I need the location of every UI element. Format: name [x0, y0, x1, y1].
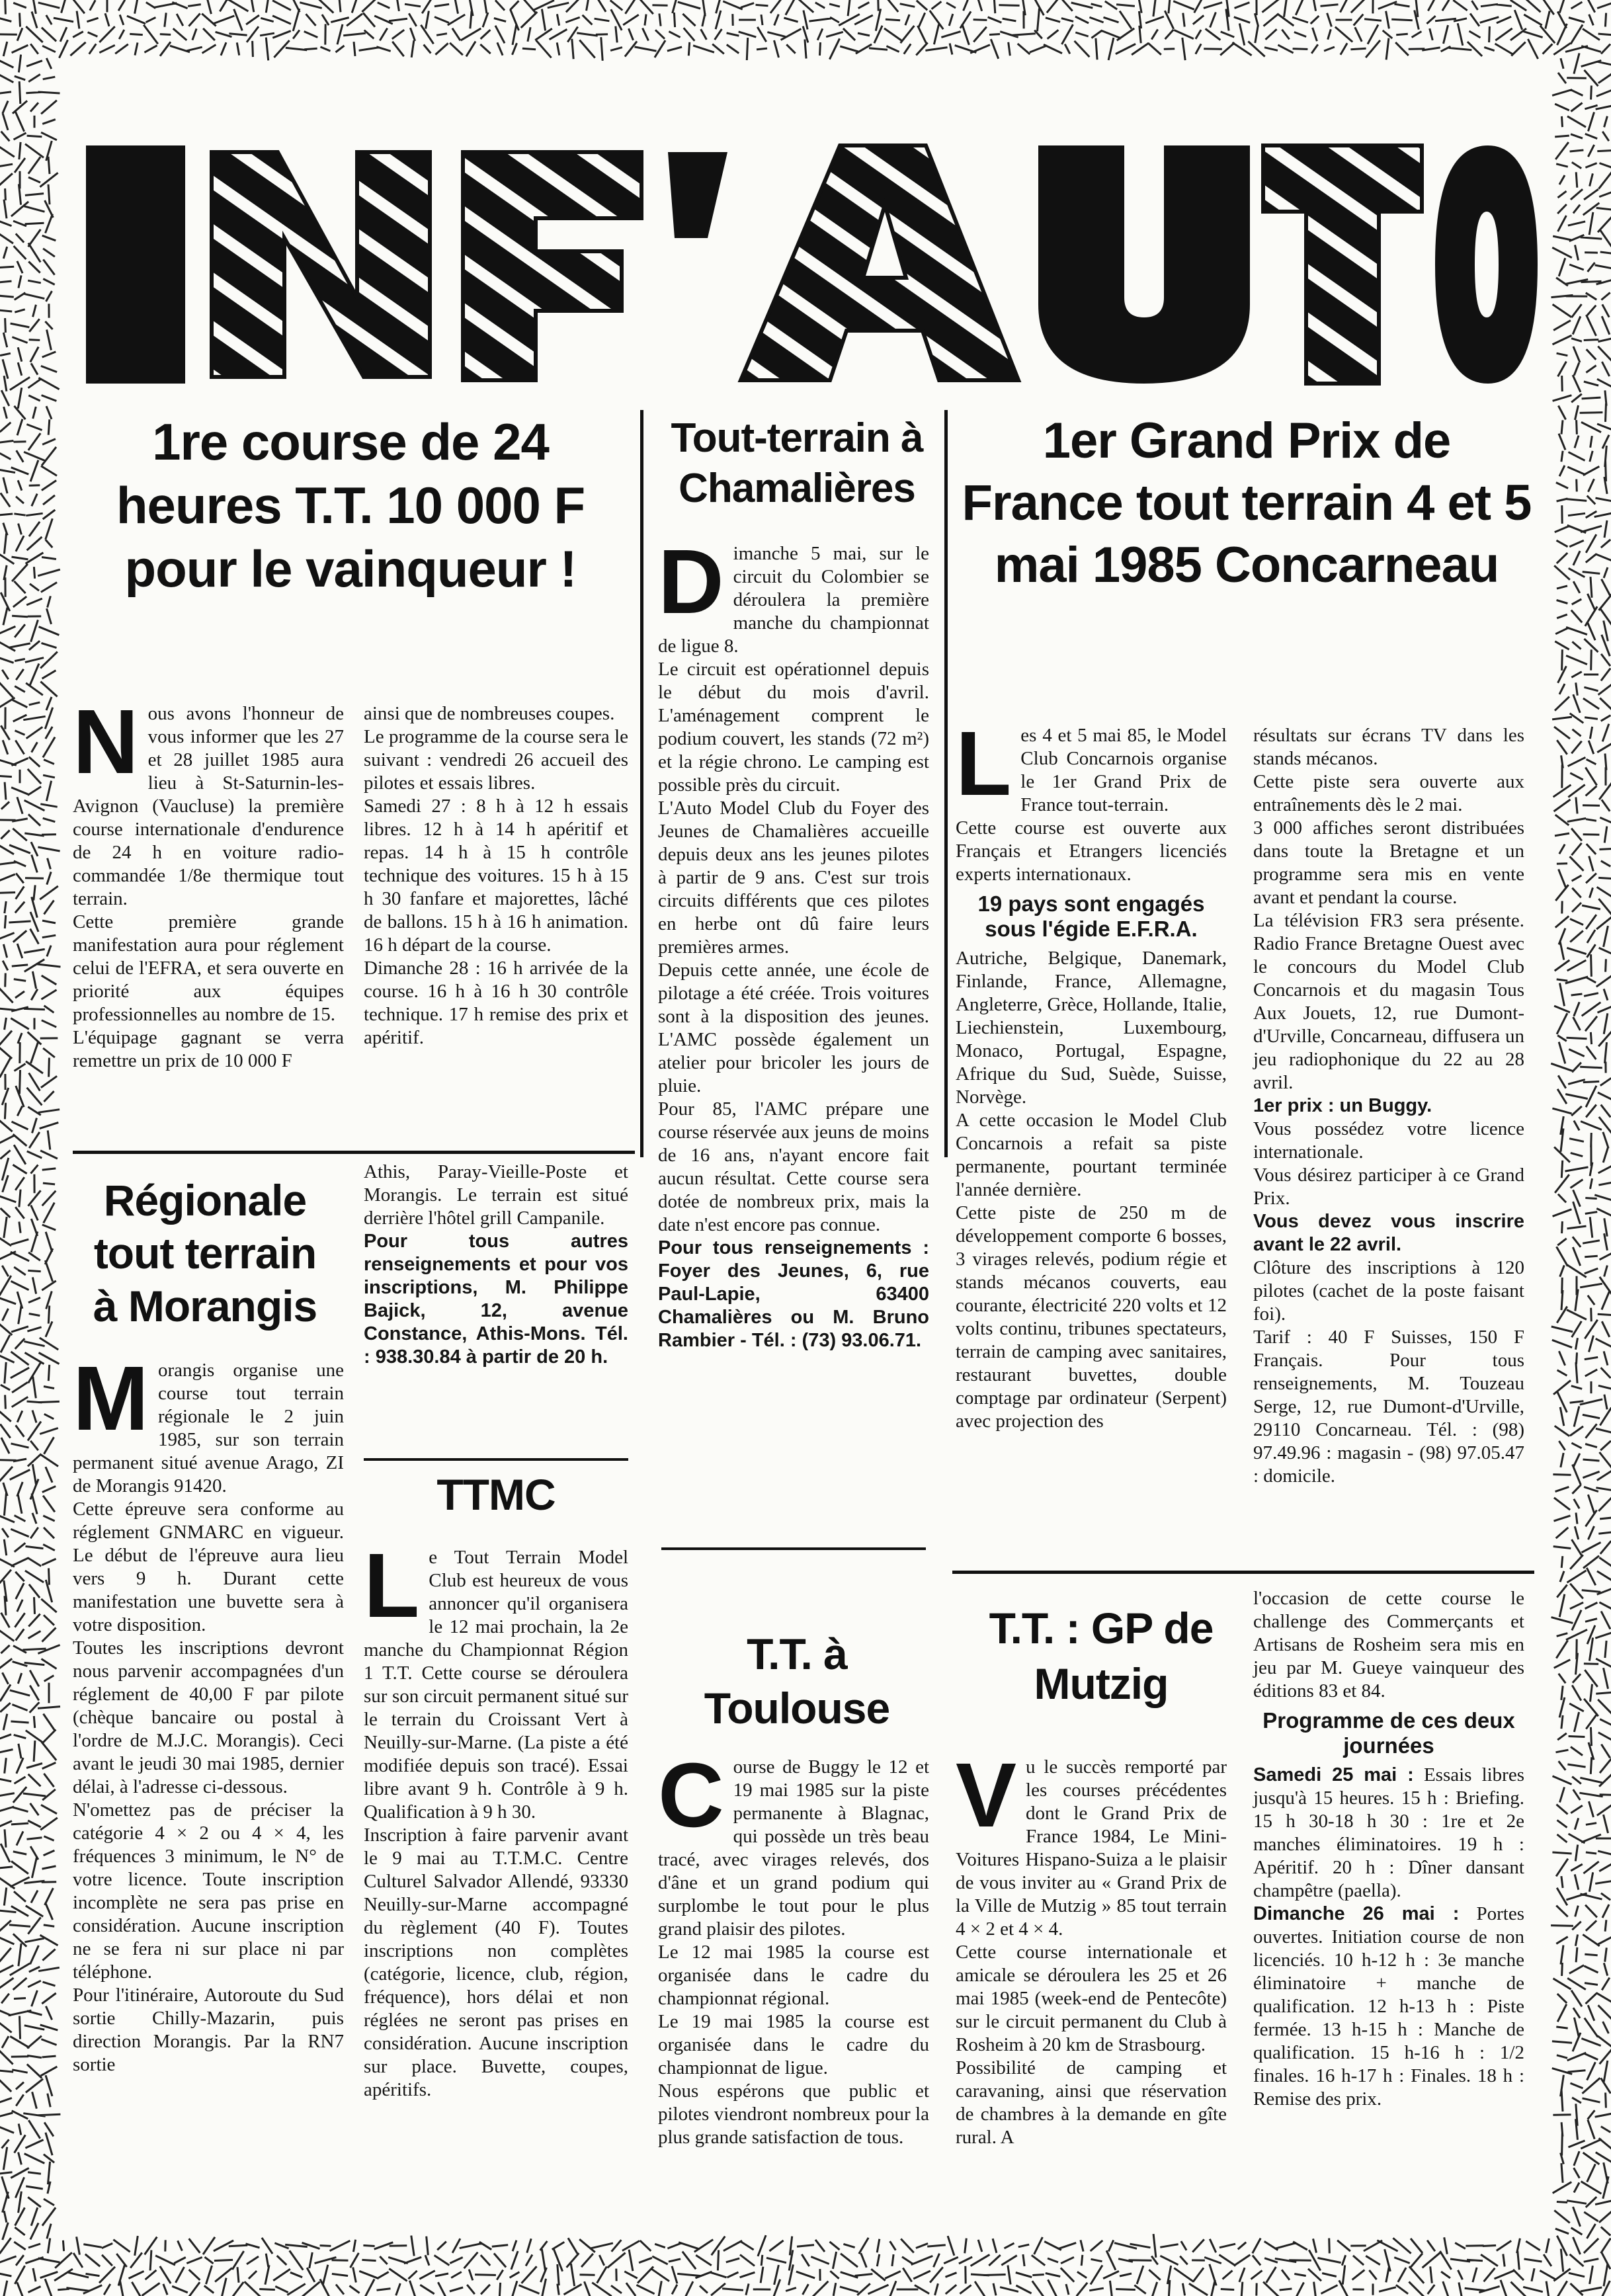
drop-cap: L — [956, 713, 1012, 815]
article-text: ainsi que de nombreuses coupes. Le programme de la course sera le suivant : vendredi 26 accueil des pilotes et essais libres. Samedi 27 : 8 h à 12 h essais libres. 12 h à 14 h apéritif et repas. 14 h à 15 h contrôle technique des voitures. 15 h à 15 h 30 fanfare et majorettes, lâché de ballons. 15 h à 16 h animation. 16 h départ de la course. Dimanche 28 : 16 h arrivée de la course. 16 h à 16 h 30 contrôle technique. 17 h remise des prix et apéritif. — [364, 703, 628, 1048]
article-title: T.T. à Toulouse — [704, 1629, 890, 1733]
article-title: 1re course de 24 heures T.T. 10 000 F pour le vainqueur ! — [116, 413, 585, 598]
drop-cap: D — [658, 531, 724, 633]
article-title: Régionale tout terrain à Morangis — [93, 1176, 317, 1331]
column-rule — [944, 410, 948, 1157]
article-text: N ous avons l'honneur de vous informer que les 27 et 28 juillet 1985 aura lieu à St-Saturnin-les-Avignon (Vaucluse) la première course internationale d'endurence de 24 h en voiture radio-commandée 1/8e thermique tout terrain. Cette première grande manifestation aura pour réglement celui de l'EFRA, et sera ouverte en priorité aux équipes professionnelles au nombre de 15. L'équipage gagnant se verra remettre un prix de 10 000 F — [73, 691, 344, 1071]
article-title: 1er Grand Prix de France tout terrain 4 et 5 mai 1985 Concarneau — [962, 413, 1532, 593]
article-text: résultats sur écrans TV dans les stands mécanos. Cette piste sera ouverte aux entraînements dès le 2 mai. 3 000 affiches seront distribuées dans toute la Bretagne et un programme sera mis en vente avant et pendant la course. La télévision FR3 sera présente. Radio France Bretagne Ouest avec le concours du Model Club Concarnois et du magasin Tous Aux Jouets, 12, rue Dumont-d'Urville, Concarneau, diffusera un jeu radiophonique du 22 au 28 avril. 1er prix : un Buggy. Vous possédez votre licence internationale. Vous désirez participer à ce Grand Prix. Vous devez vous inscrire avant le 22 avril. Clôture des inscriptions à 120 pilotes (cachet de la poste faisant foi). Tarif : 40 F Suisses, 150 F Français. Pour tous renseignements, M. Touzeau Serge, 12, rue Dumont-d'Urville, 29110 Concarneau. Tél. : (98) 97.49.96 : magasin - (98) 97.05.47 : domicile. — [1253, 725, 1524, 1487]
drop-cap: V — [956, 1744, 1017, 1846]
drop-cap: N — [73, 691, 139, 793]
article-title: T.T. : GP de Mutzig — [989, 1604, 1214, 1708]
article-text: L e Tout Terrain Model Club est heureux de vous annoncer qu'il organisera le 12 mai prochain, la 2e manche du Championnat Région 1 T.T. Cette course se déroulera sur son circuit permanent situé sur le terrain du Croissant Vert à Neuilly-sur-Marne. (La piste a été modifiée depuis son tracé). Essai libre avant 9 h. Contrôle à 9 h. Qualification à 9 h 30. Inscription à faire parvenir avant le 9 mai au T.T.M.C. Centre Culturel Salvador Allendé, 93330 Neuilly-sur-Marne accompagné du règlement (40 F). Toutes inscriptions non complètes (catégorie, licence, club, région, fréquence), hors délai et non réglées ne seront pas prises en considération. Aucune inscription sur place. Buvette, coupes, apéritifs. — [364, 1535, 628, 2100]
article-text: L es 4 et 5 mai 85, le Model Club Concarnois organise le 1er Grand Prix de France tout-terrain. Cette course est ouverte aux Français et Etrangers licenciés experts internationaux. 19 pays sont engagés sous l'égide E.F.R.A. Autriche, Belgique, Danemark, Finlande, France, Allemagne, Angleterre, Grèce, Hollande, Italie, Liechienstein, Luxembourg, Monaco, Portugal, Espagne, Afrique du Sud, Suède, Suisse, Norvège. A cette occasion le Model Club Concarnois a refait sa piste permanente, pourtant terminée l'année dernière. Cette piste de 250 m de développement comporte 6 bosses, 3 virages relevés, podium régie et stands mécanos couverts, eau courante, électricité 220 volts et 12 volts continu, tribunes spectateurs, terrain de camping avec sanitaires, restaurant buvettes, double comptage par ordinateur (Serpent) avec projection des — [956, 713, 1227, 1432]
section-rule — [661, 1547, 926, 1550]
section-rule — [73, 1151, 635, 1154]
section-rule — [364, 1458, 628, 1461]
article-text: l'occasion de cette course le challenge des Commerçants et Artisans de Rosheim sera mis en jeu par M. Gueye vainqueur des éditions 83 et 84. Programme de ces deux journées Samedi 25 mai : Essais libres jusqu'à 15 heures. 15 h : Briefing. 15 h 30-18 h 30 : 1re et 2e manches éliminatoires. 19 h : Apéritif. 20 h : Dîner dansant champêtre (paella). Dimanche 26 mai : Portes ouvertes. Initiation course de non licenciés. 10 h-12 h : 3e manche éliminatoire + manche de qualification. 12 h-13 h : Piste fermée. 13 h-15 h : Manche de qualification. 15 h-16 h : 1/2 finales. 16 h-17 h : Finales. 18 h : Remise des prix. — [1253, 1588, 1525, 2110]
subheading: Programme de ces deux journées — [1262, 1708, 1515, 1758]
drop-cap: M — [73, 1348, 149, 1450]
article-text: C ourse de Buggy le 12 et 19 mai 1985 sur la piste permanente à Blagnac, qui possède un très beau tracé, avec virages relevés, dos d'âne et un grand podium qui surplombe le tout pour le plus grand plaisir des pilotes. Le 12 mai 1985 la course est organisée dans le cadre du championnat régional. Le 19 mai 1985 la course est organisée dans le cadre du championnat de ligue. Nous espérons que public et pilotes viendront nombreux pour la plus grande satisfaction de tous. — [658, 1744, 929, 2148]
infauto-masthead-logo — [73, 126, 1541, 390]
article-text: D imanche 5 mai, sur le circuit du Colombier se déroulera la première manche du championnat de ligue 8. Le circuit est opérationnel depuis le début du mois d'avril. L'aménagement comprent le podium couvert, les stands (72 m²) et la régie chrono. Le camping est possible près du circuit. L'Auto Model Club du Foyer des Jeunes de Chamalières accueille depuis deux ans les jeunes pilotes à partir de 9 ans. C'est sur trois circuits différents que ces pilotes en herbe ont dû faire leurs premières armes. Depuis cette année, une école de pilotage a été créée. Trois voitures sont à la disposition des jeunes. L'AMC possède également un atelier pour bricoler les jours de pluie. Pour 85, l'AMC prépare une course réservée aux jeuns de moins de 16 ans, n'ayant encore fait aucun résultat. Cette course sera dotée de nombreux prix, mais la date n'est encore pas connue. Pour tous renseignements : Foyer des Jeunes, 6, rue Paul-Lapie, 63400 Chamalières ou M. Bruno Rambier - Tél. : (73) 93.06.71. — [658, 531, 929, 1351]
subheading: 19 pays sont engagés sous l'égide E.F.R.A. — [977, 891, 1205, 941]
drop-cap: L — [364, 1535, 420, 1637]
article-text: M orangis organise une course tout terrain régionale le 2 juin 1985, sur son terrain permanent situé avenue Arago, ZI de Morangis 91420. Cette épreuve sera conforme au réglement GNMARC en vigueur. Le début de l'épreuve aura lieu vers 9 h. Durant cette manifestation une buvette sera à votre disposition. Toutes les inscriptions devront nous parvenir accompagnées d'un réglement de 40,00 F par pilote (chèque bancaire ou postal à l'ordre de M.J.C. Morangis). Ceci avant le jeudi 30 mai 1985, dernier délai, à l'adresse ci-dessous. N'omettez pas de préciser la catégorie 4 × 2 ou 4 × 4, les fréquences 3 minimum, le N° de votre licence. Toute inscription incomplète ne sera pas prise en considération. Aucune inscription ne se fera ni sur place ni par téléphone. Pour l'itinéraire, Autoroute du Sud sortie Chilly-Mazarin, puis direction Morangis. Par la RN7 sortie — [73, 1348, 344, 2075]
article-text: V u le succès remporté par les courses précédentes dont le Grand Prix de France 1984, Le Mini-Voitures Hispano-Suiza a le plaisir de vous inviter au « Grand Prix de la Ville de Mutzig » 85 tout terrain 4 × 2 et 4 × 4. Cette course internationale et amicale se déroulera les 25 et 26 mai 1985 (week-end de Pentecôte) sur le circuit permanent du Club à Rosheim à 20 km de Strasbourg. Possibilité de camping et caravaning, ainsi que réservation de chambres à la demande en gîte rural. A — [956, 1744, 1227, 2148]
section-rule — [952, 1571, 1534, 1574]
article-title: Tout-terrain à Chamalières — [671, 415, 923, 511]
column-rule — [640, 410, 643, 1157]
drop-cap: C — [658, 1744, 724, 1846]
article-text: Athis, Paray-Vieille-Poste et Morangis. Le terrain est situé derrière l'hôtel grill Campanile. Pour tous autres renseignements et pour vos inscriptions, M. Philippe Bajick, 12, avenue Constance, Athis-Mons. Tél. : 938.30.84 à partir de 20 h. — [364, 1161, 628, 1368]
article-title: TTMC — [436, 1470, 556, 1519]
